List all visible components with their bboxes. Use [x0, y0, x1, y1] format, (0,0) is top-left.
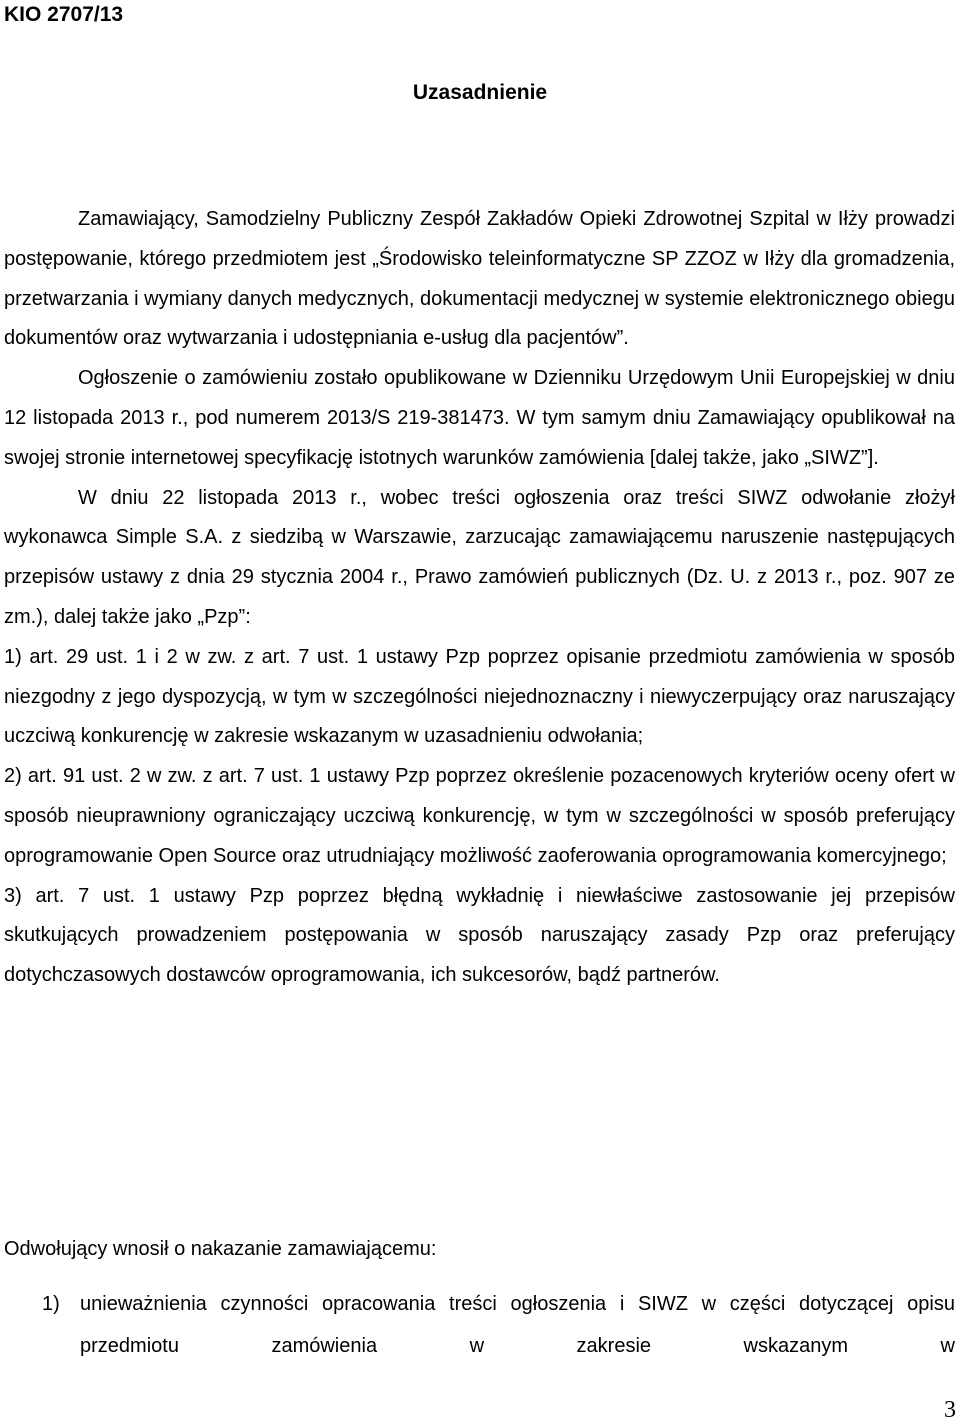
document-body — [4, 200, 955, 996]
list-item — [4, 1283, 955, 1367]
paragraph-intro: Zamawiający, Samodzielny Publiczny Zespół Zakładów Opieki Zdrowotnej Szpital w Iłży prowadzi postępowanie, którego przedmiotem jest „Środowisko teleinformatyczne SP ZZOZ w Iłży dla gromadzenia, przetwarzania i wymiany danych medycznych, dokumentacji medycznej w systemie elektronicznego obiegu dokumentów oraz wytwarzania i udostępniania e-usług dla pacjentów”. — [4, 208, 955, 350]
paragraph-appeal: W dniu 22 listopada 2013 r., wobec treści ogłoszenia oraz treści SIWZ odwołanie złożył wykonawca Simple S.A. z siedzibą w Warszawie, zarzucając zamawiającemu naruszenie następujących przepisów ustawy z dnia 29 stycznia 2004 r., Prawo zamówień publicznych (Dz. U. z 2013 r., poz. 907 ze zm.), dalej także jako „Pzp”: — [4, 486, 955, 628]
list-item-text: unieważnienia czynności opracowania treści ogłoszenia i SIWZ w części dotyczącej opisu przedmiotu zamówienia w zakresie wskazanym w — [80, 1293, 955, 1357]
page-title: Uzasadnienie — [412, 81, 548, 104]
demands-intro: Odwołujący wnosił o nakazanie zamawiającemu: — [4, 1238, 437, 1260]
case-reference: KIO 2707/13 — [4, 3, 124, 26]
paragraph-charge-2: 2) art. 91 ust. 2 w zw. z art. 7 ust. 1 ustawy Pzp poprzez określenie pozacenowych kryteriów oceny ofert w sposób nieuprawniony ograniczający uczciwą konkurencję, w tym w szczególności w sposób preferujący oprogramowanie Open Source oraz utrudniający możliwość zaoferowania oprogramowania komercyjnego; — [4, 765, 955, 867]
page-number: 3 — [944, 1397, 956, 1423]
paragraph-announcement: Ogłoszenie o zamówieniu zostało opublikowane w Dzienniku Urzędowym Unii Europejskiej w dniu 12 listopada 2013 r., pod numerem 2013/S 219-381473. W tym samym dniu Zamawiający opublikował na swojej stronie internetowej specyfikację istotnych warunków zamówienia [dalej także, jako „SIWZ”]. — [4, 367, 955, 469]
paragraph-charge-1: 1) art. 29 ust. 1 i 2 w zw. z art. 7 ust. 1 ustawy Pzp poprzez opisanie przedmiotu zamówienia w sposób niezgodny z jego dyspozycją, w tym w szczególności niejednoznaczny i niewyczerpujący oraz naruszający uczciwą konkurencję w zakresie wskazanym w uzasadnieniu odwołania; — [4, 645, 955, 748]
list-item-number: 1) — [42, 1293, 60, 1315]
paragraph-charge-3: 3) art. 7 ust. 1 ustawy Pzp poprzez błędną wykładnię i niewłaściwe zastosowanie jej przepisów skutkujących prowadzeniem postępowania w sposób naruszający zasady Pzp oraz preferujący dotychczasowych dostawców oprogramowania, ich sukcesorów, bądź partnerów. — [4, 884, 955, 987]
demands-list — [4, 1283, 955, 1367]
